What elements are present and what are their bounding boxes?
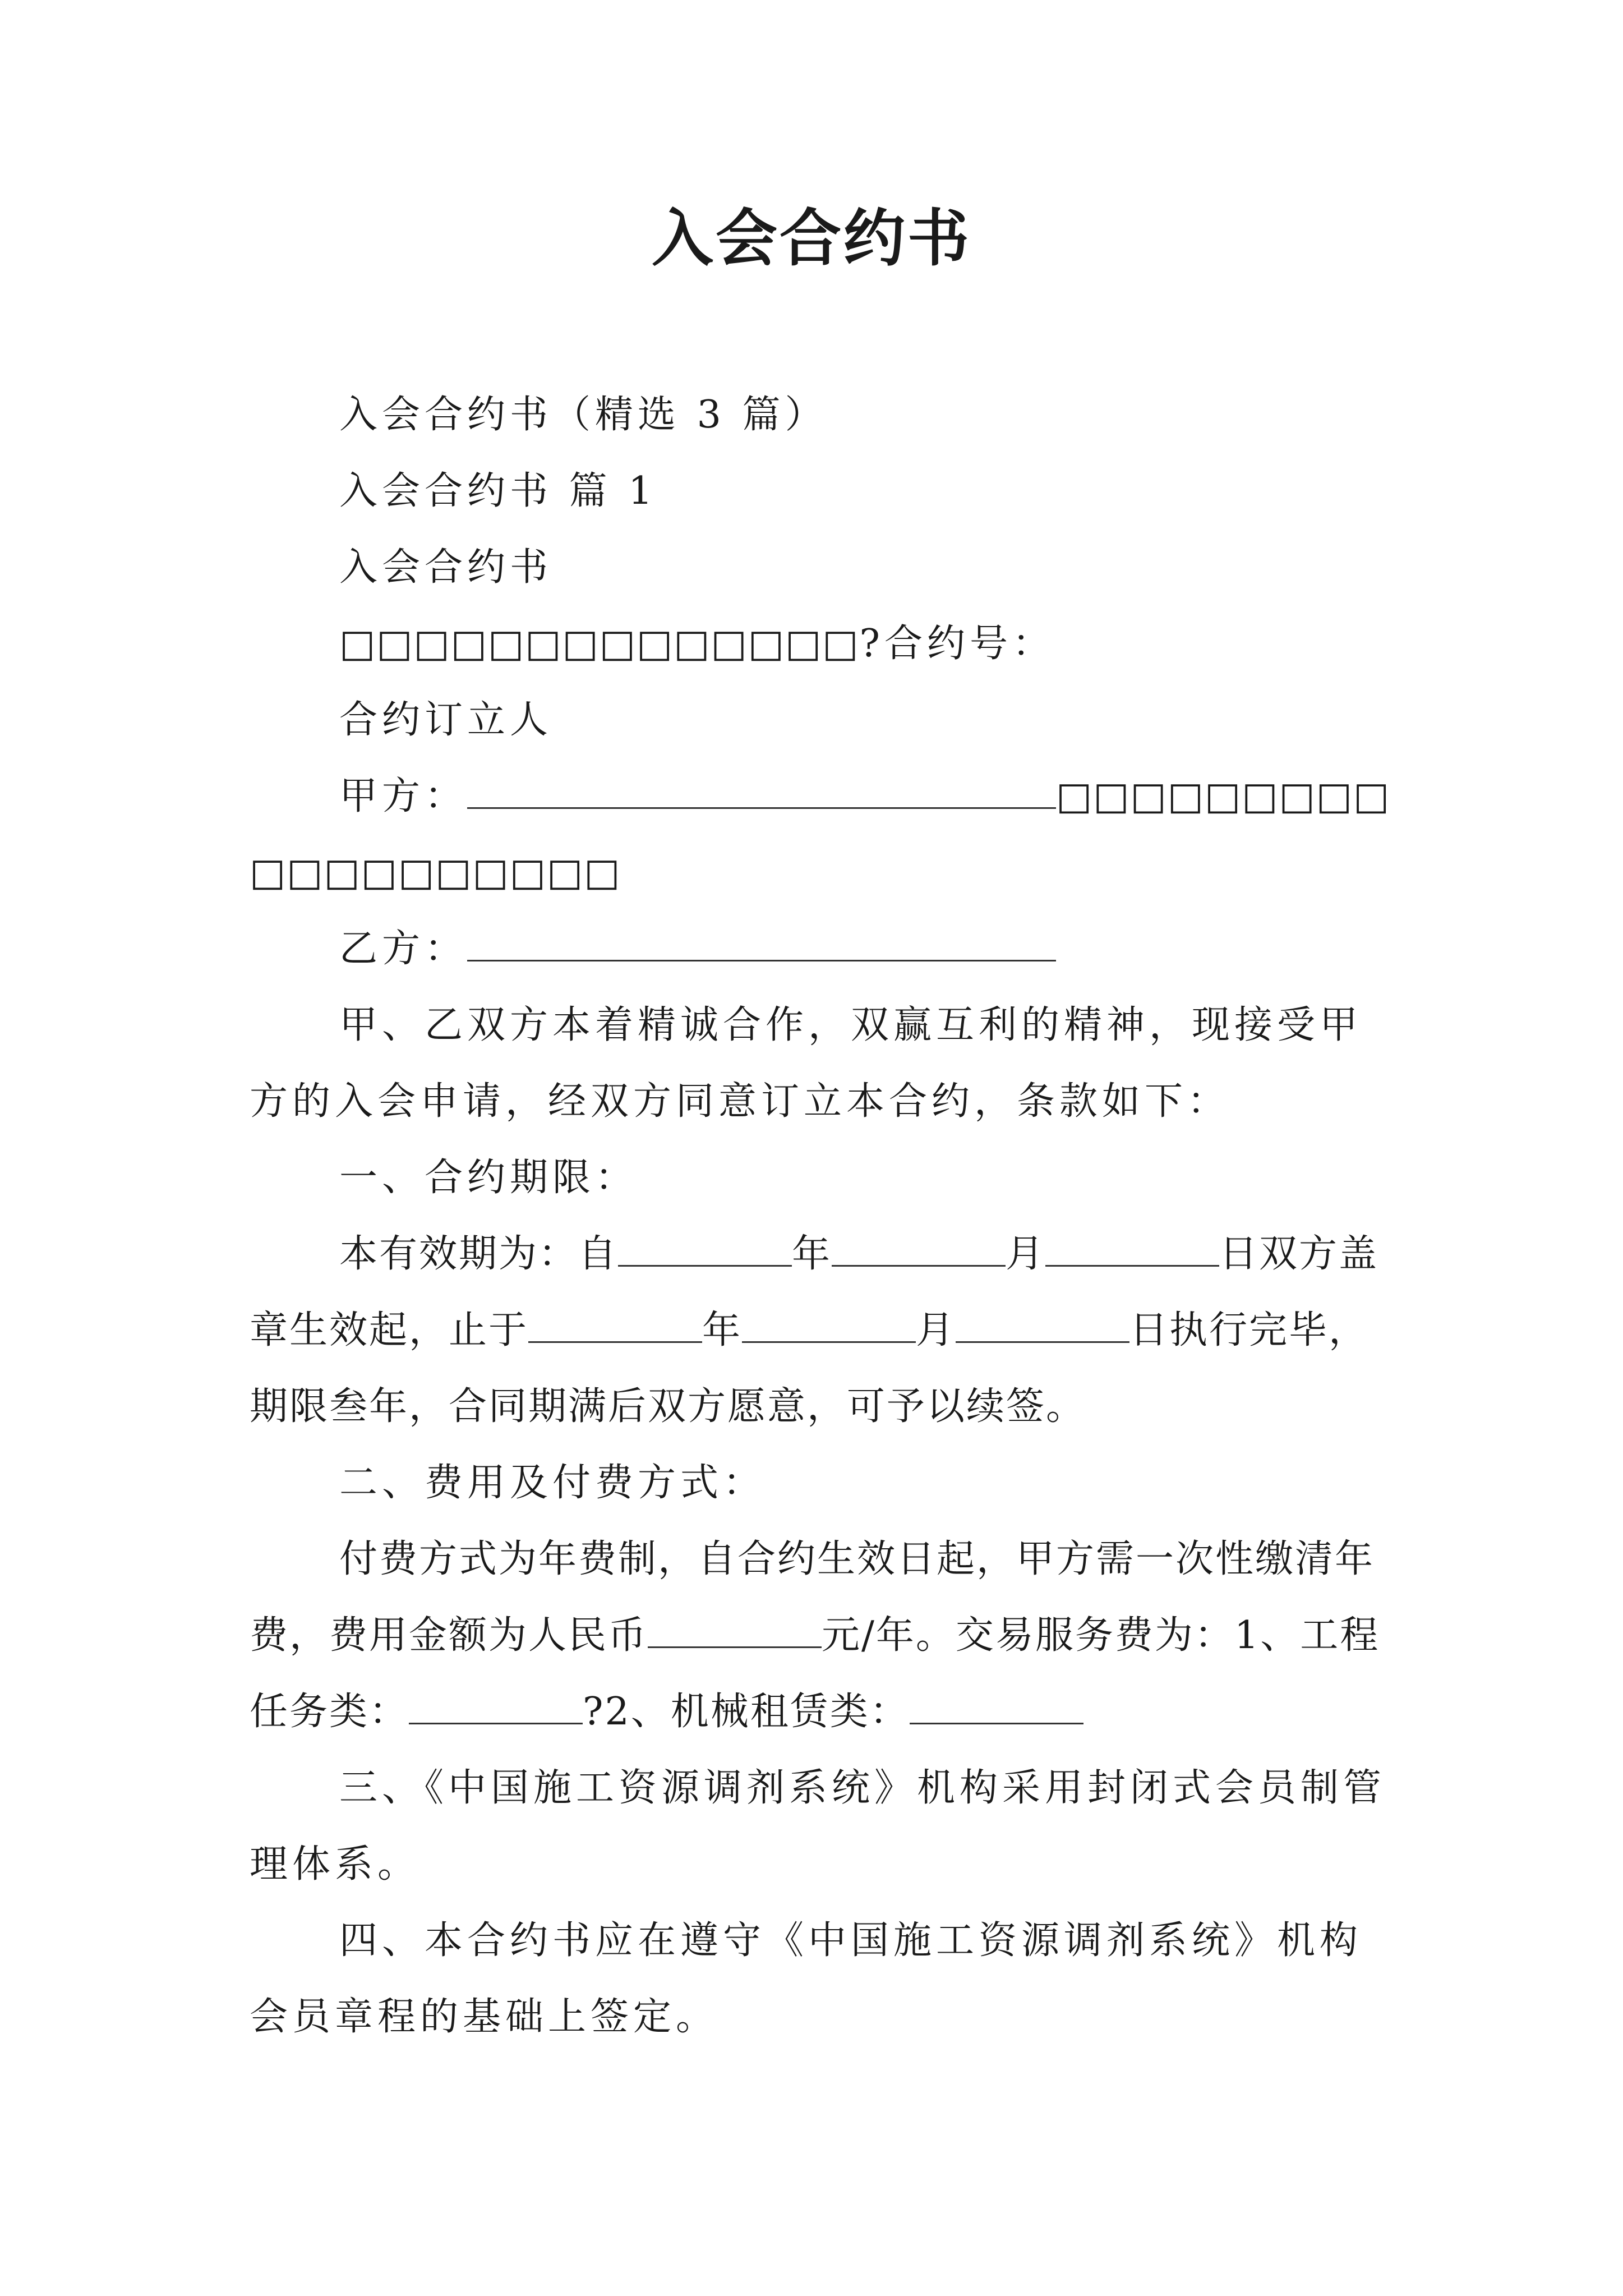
party-b-label: 乙方：: [339, 927, 468, 971]
term-start-prefix: 本有效期为：自: [339, 1232, 619, 1276]
fee-item2-blank: [910, 1690, 1083, 1724]
start-year-blank: [618, 1232, 792, 1267]
fee-item1-blank: [409, 1690, 583, 1724]
party-a-boxes: □□□□□□□□□□□□□□□□□□□: [250, 774, 1391, 895]
end-year-blank: [528, 1309, 702, 1343]
party-b-blank: [467, 927, 1056, 961]
party-b-line: [250, 911, 1394, 987]
term-start-suffix: 日双方盖章生效起，止于: [250, 1232, 1379, 1352]
end-month-blank: [742, 1309, 916, 1343]
signatories-label: 合约订立人: [339, 698, 553, 742]
term-paragraph: [250, 1216, 1394, 1445]
term-end-suffix: 日执行完毕，期限叁年，合同期满后双方愿意，可予以续签。: [250, 1308, 1369, 1429]
party-a-label: 甲方：: [339, 774, 468, 818]
contract-heading: 入会合约书: [339, 545, 553, 590]
document-body: [250, 377, 1394, 2055]
party-a-line: [250, 758, 1394, 911]
start-month-label: 月: [1006, 1232, 1046, 1276]
contract-number-line: [250, 606, 1394, 682]
part-heading: 入会合约书 篇 1: [339, 469, 657, 513]
section2-heading: 二、费用及付费方式：: [339, 1461, 766, 1505]
intro-paragraph: 甲、乙双方本着精诚合作，双赢互利的精神，现接受甲方的入会申请，经双方同意订立本合约，条款如下：: [250, 1003, 1363, 1124]
start-day-blank: [1045, 1232, 1219, 1267]
contract-number-label: ?合约号：: [859, 622, 1055, 666]
subtitle: 入会合约书（精选 3 篇）: [339, 393, 828, 437]
start-year-label: 年: [792, 1232, 832, 1276]
contract-number-boxes: □□□□□□□□□□□□□□: [339, 622, 860, 666]
start-month-blank: [832, 1232, 1006, 1267]
fee-amount-blank: [648, 1614, 822, 1648]
section4-paragraph: 四、本合约书应在遵守《中国施工资源调剂系统》机构会员章程的基础上签定。: [250, 1918, 1363, 2039]
end-month-label: 月: [916, 1308, 956, 1352]
section1-heading: 一、合约期限：: [339, 1156, 638, 1200]
section3-paragraph: 三、《中国施工资源调剂系统》机构采用封闭式会员制管理体系。: [250, 1766, 1386, 1887]
fee-unit: 元/年。交易服务费为：: [822, 1613, 1234, 1658]
fee-prefix: 付费方式为年费制，自合约生效日起，甲方需一次性缴清年费，费用金额为人民币: [250, 1537, 1375, 1658]
party-a-blank: [467, 775, 1056, 809]
document-title: 入会合约书: [652, 202, 971, 274]
end-day-blank: [956, 1309, 1129, 1343]
end-year-label: 年: [702, 1308, 743, 1352]
fee-paragraph: [250, 1521, 1394, 1750]
fee-item1: 1、工程任务类：: [250, 1613, 1380, 1734]
fee-item2: ?2、机械租赁类：: [583, 1690, 910, 1734]
